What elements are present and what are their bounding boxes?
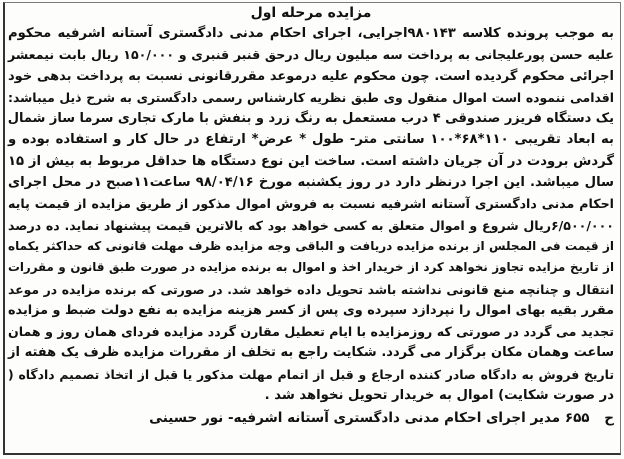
notice-line: ۶/۵۰۰/۰۰۰ریال شروع و اموال متعلق به کسی خواهد بود که بالاترین قیمت پیشنهاد نماید. ده درصد <box>8 217 614 233</box>
notice-line: یک دستگاه فریزر صندوقی ۴ درب مستعمل به رنگ زرد و بنفش با مارک تجاری سرما ساز شمال <box>7 111 614 127</box>
notice-line: سال میباشد. این اجرا درنظر دارد در روز یکشنبه مورخ ۹۸/۰۴/۱۶ ساعت۱۱صبح در محل اجرای <box>8 175 614 191</box>
notice-line: در صورت شکایت) اموال به خریدار تحویل نخواهد شد . <box>264 388 614 404</box>
notice-footer <box>8 408 614 428</box>
notice-line: تجدید می گردد در صورتی که روزمزایده با ایام تعطیل مقارن گردد مزایده فردای همان روز و همان <box>8 324 614 340</box>
notice-line: به ابعاد تقریبی ۱۱۰*۶۸*۱۰۰ سانتی متر- طول * عرض* ارتفاع در حال کار و استفاده بوده و <box>8 132 614 148</box>
notice-line: تاریخ فروش به دادگاه صادر کننده ارجاع و قبل از اتمام مهلت مذکور یا قبل از اتخاذ تصمیم دادگاه ( <box>8 366 614 382</box>
notice-line: علیه حسن پورعلیجانی به پرداخت سه میلیون ریال درحق قنبر قنبری و ۱۵۰/۰۰۰ ریال بابت نیمعشر <box>8 47 614 63</box>
notice-line: ساعت وهمان مکان برگزار می گردد. شکایت راجع به تخلف از مقررات مزایده ظرف یک هفته از <box>8 345 614 361</box>
notice-text <box>8 23 614 406</box>
notice-line: اقدامی ننموده است اموال منقول وی طبق نظریه کارشناس رسمی دادگستری به شرح ذیل میباشد: <box>8 89 614 105</box>
notice-line: گردش برودت در آن جریان داشته است. ساخت این نوع دستگاه ها حداقل مربوط به بیش از ۱۵ <box>8 153 614 169</box>
notice-line: از تاریخ مزایده تجاوز نخواهد کرد از خریدار اخذ و اموال به برنده مزایده در صورت طبق قانون و مقررات <box>8 260 614 275</box>
footer-number: ۶۵۵ <box>564 410 590 427</box>
notice-line: اجرائی محکوم گردیده است. چون محکوم علیه درموعد مقررقانونی نسبت به پرداخت بدهی خود <box>8 68 614 84</box>
footer-signature: مدیر اجرای احکام مدنی دادگستری آستانه اشرفیه- نور حسینی <box>149 410 561 427</box>
notice-line: از قیمت فی المجلس از برنده مزایده دریافت و الباقی وجه مزایده ظرف مهلت قانونی که حداکثر یکماه <box>8 238 614 253</box>
footer-prefix: ح <box>604 410 614 427</box>
notice-body <box>8 4 614 428</box>
notice-line: به موجب پرونده کلاسه ۹۸۰۱۴۳اجرایی، اجرای احکام مدنی دادگستری آستانه اشرفیه محکوم <box>8 26 614 41</box>
notice-title: مزایده مرحله اول <box>250 5 372 21</box>
notice-line: احکام مدنی دادگستری آستانه اشرفیه نسبت به فروش اموال مذکور از طریق مزایده از قیمت پایه <box>8 196 614 212</box>
notice-line: مقرر بقیه بهای اموال را نپردازد سپرده وی پس از کسر هزینه مزایده به نفع دولت ضبط و مزایده <box>8 302 614 318</box>
notice-line: انتقال و چنانچه منع قانونی نداشته باشد تحویل داده خواهد شد. در صورتی که برنده مزایده در موعد <box>8 281 614 297</box>
